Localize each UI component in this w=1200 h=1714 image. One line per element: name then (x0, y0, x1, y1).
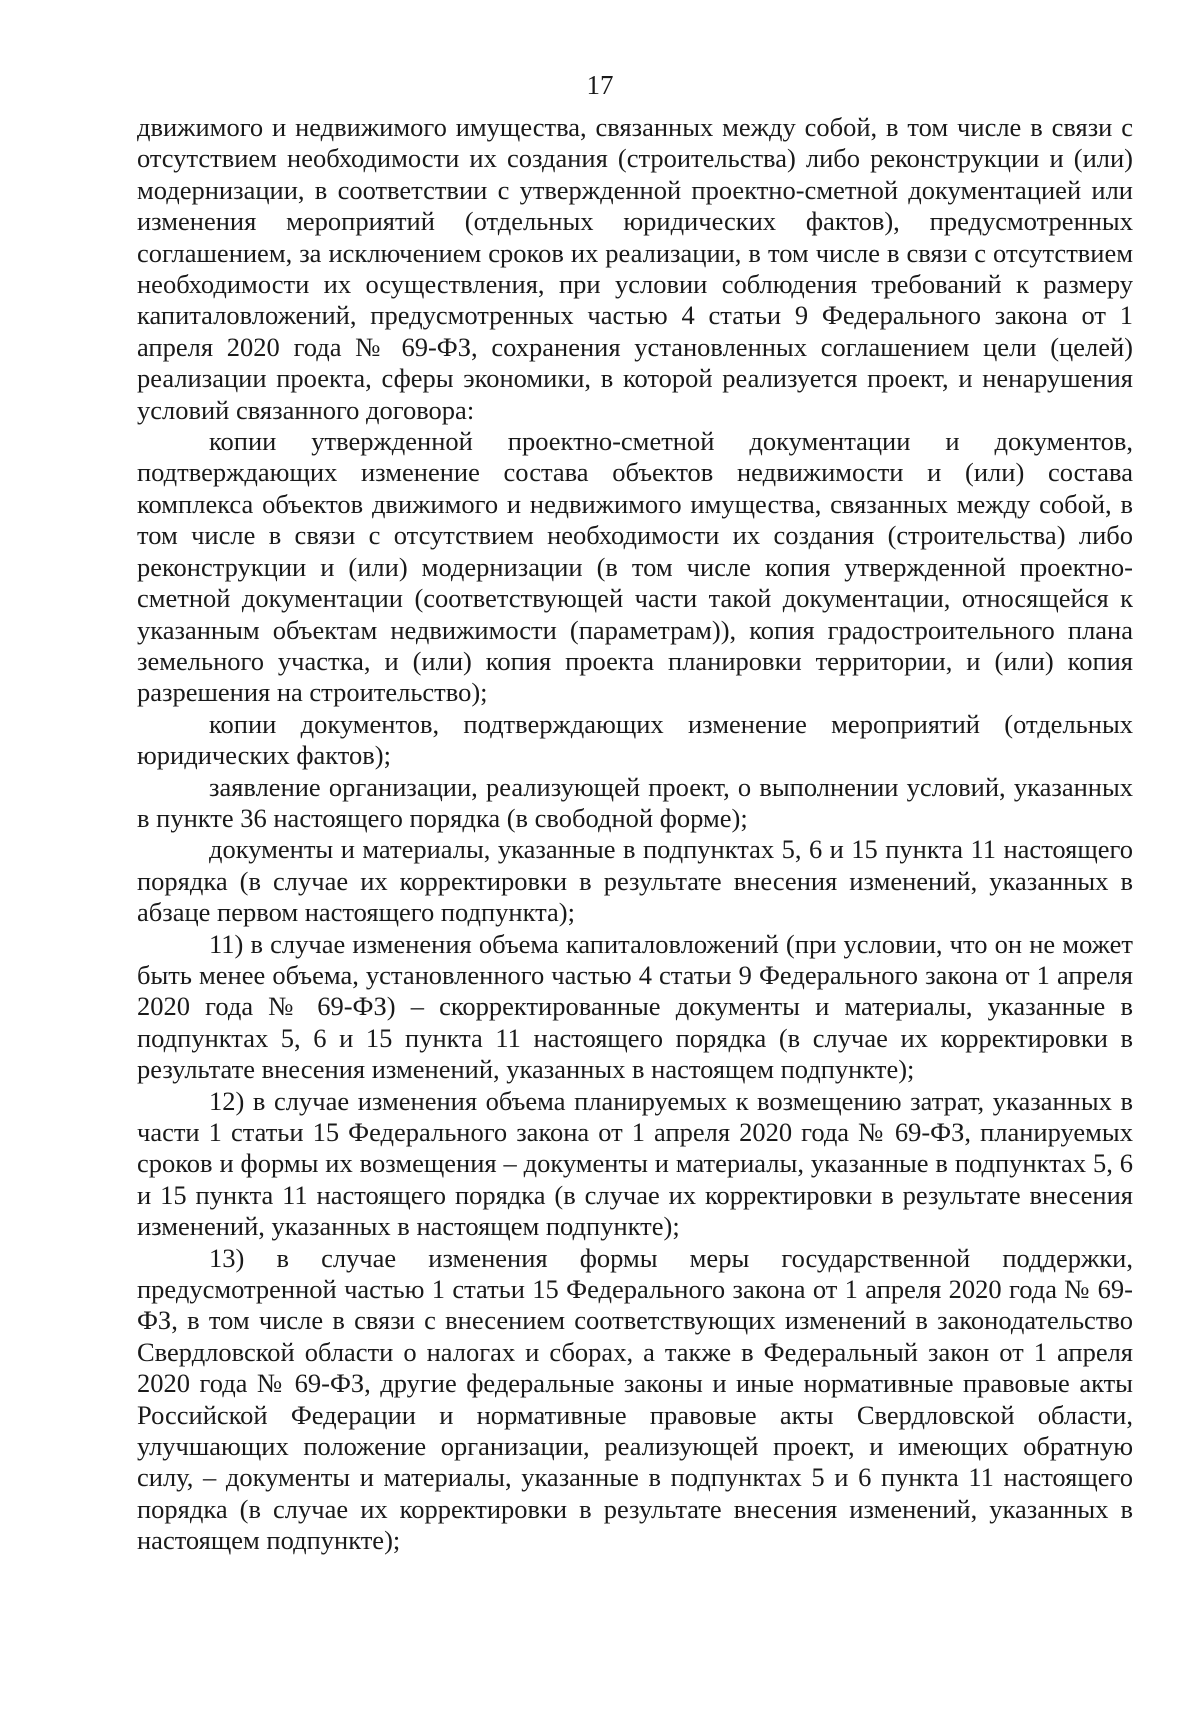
paragraph-continuation: движимого и недвижимого имущества, связанных между собой, в том числе в связи с отсутствием необходимости их создания (строительства) либо реконструкции и (или) модернизации, в соответствии с утвержденной проектно-сметной документацией или изменения мероприятий (отдельных юридических фактов), предусмотренных соглашением, за исключением сроков их реализации, в том числе в связи с отсутствием необходимости их осуществления, при условии соблюдения требований к размеру капиталовложений, предусмотренных частью 4 статьи 9 Федерального закона от 1 апреля 2020 года № 69-ФЗ, сохранения установленных соглашением цели (целей) реализации проекта, сферы экономики, в которой реализуется проект, и ненарушения условий связанного договора: (137, 112, 1133, 425)
list-item-13: 13) в случае изменения формы меры государственной поддержки, предусмотренной частью 1 статьи 15 Федерального закона от 1 апреля 2020 года № 69-ФЗ, в том числе в связи с внесением соответствующих изменений в законодательство Свердловской области о налогах и сборах, а также в Федеральный закон от 1 апреля 2020 года № 69-ФЗ, другие федеральные законы и иные нормативные правовые акты Российской Федерации и нормативные правовые акты Свердловской области, улучшающих положение организации, реализующей проект, и имеющих обратную силу, – документы и материалы, указанные в подпунктах 5 и 6 пункта 11 настоящего порядка (в случае их корректировки в результате внесения изменений, указанных в настоящем подпункте); (137, 1242, 1133, 1556)
page-number: 17 (586, 70, 614, 100)
list-item-11: 11) в случае изменения объема капиталовложений (при условии, что он не может быть менее объема, установленного частью 4 статьи 9 Федерального закона от 1 апреля 2020 года № 69-ФЗ) – скорректированные документы и материалы, указанные в подпунктах 5, 6 и 15 пункта 11 настоящего порядка (в случае их корректировки в результате внесения изменений, указанных в настоящем подпункте); (137, 928, 1133, 1085)
document-body (137, 112, 1133, 1557)
paragraph: копии утвержденной проектно-сметной документации и документов, подтверждающих изменение состава объектов недвижимости и (или) состава комплекса объектов движимого и недвижимого имущества, связанных между собой, в том числе в связи с отсутствием необходимости их создания (строительства) либо реконструкции и (или) модернизации (в том числе копия утвержденной проектно-сметной документации (соответствующей части такой документации, относящейся к указанным объектам недвижимости (параметрам)), копия градостроительного плана земельного участка, и (или) копия проекта планировки территории, и (или) копия разрешения на строительство); (137, 426, 1133, 708)
paragraph: копии документов, подтверждающих изменение мероприятий (отдельных юридических фактов); (137, 708, 1133, 771)
paragraph: заявление организации, реализующей проект, о выполнении условий, указанных в пункте 36 настоящего порядка (в свободной форме); (137, 771, 1133, 833)
paragraph: документы и материалы, указанные в подпунктах 5, 6 и 15 пункта 11 настоящего порядка (в случае их корректировки в результате внесения изменений, указанных в абзаце первом настоящего подпункта); (137, 834, 1133, 928)
list-item-12: 12) в случае изменения объема планируемых к возмещению затрат, указанных в части 1 статьи 15 Федерального закона от 1 апреля 2020 года № 69-ФЗ, планируемых сроков и формы их возмещения – документы и материалы, указанные в подпунктах 5, 6 и 15 пункта 11 настоящего порядка (в случае их корректировки в результате внесения изменений, указанных в настоящем подпункте); (137, 1085, 1133, 1242)
